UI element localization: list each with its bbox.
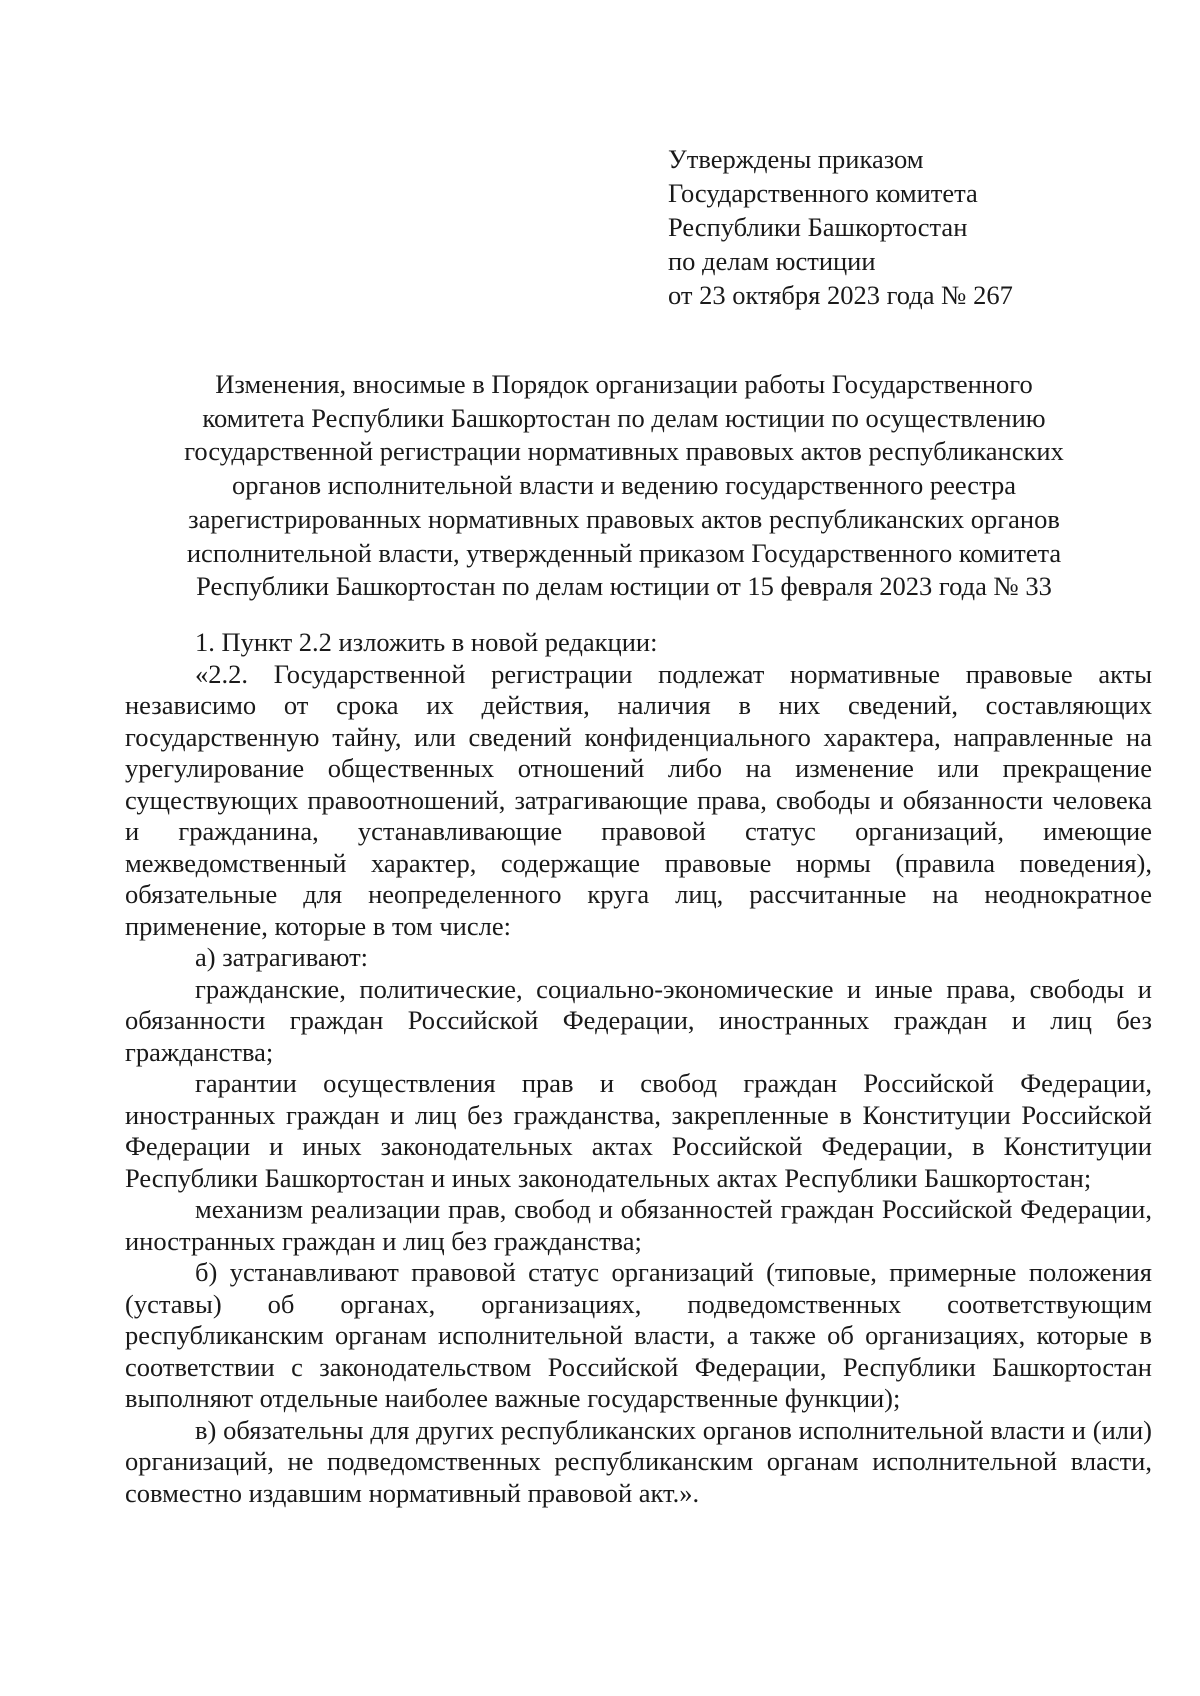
document-title (140, 368, 1108, 604)
title-line: исполнительной власти, утвержденный приказом Государственного комитета (186, 537, 1062, 568)
title-line: Республики Башкортостан по делам юстиции от 15 февраля 2023 года № 33 (196, 571, 1052, 602)
paragraph-clause-2-2: «2.2. Государственной регистрации подлежат нормативные правовые акты независимо от срока их действия, наличия в них сведений, составляющих государственную тайну, или сведений конфиденциального характера, направленные на урегулирование общественных отношений либо на изменение или прекращение существующих правоотношений, затрагивающие права, свободы и обязанности человека и гражданина, устанавливающие правовой статус организаций, имеющие межведомственный характер, содержащие правовые нормы (правила поведения), обязательные для неопределенного круга лиц, рассчитанные на неоднократное применение, которые в том числе: (125, 658, 1152, 941)
title-line: Изменения, вносимые в Порядок организации работы Государственного (215, 369, 1033, 399)
paragraph-subitem-a: а) затрагивают: (195, 942, 369, 972)
approval-line: от 23 октября 2023 года № 267 (668, 280, 1013, 310)
paragraph-subitem-v: в) обязательны для других республиканских органов исполнительной власти и (или) организаций, не подведомственных республиканским органам исполнительной власти, совместно издавшим нормативный правовой акт.». (125, 1414, 1152, 1508)
paragraph-item-1: 1. Пункт 2.2 изложить в новой редакции: (195, 627, 658, 657)
title-line: государственной регистрации нормативных правовых актов республиканских (184, 436, 1064, 467)
approval-line: по делам юстиции (668, 246, 876, 276)
approval-line: Республики Башкортостан (668, 212, 968, 242)
title-line: органов исполнительной власти и ведению государственного реестра (232, 470, 1016, 501)
title-line: зарегистрированных нормативных правовых актов республиканских органов (188, 503, 1060, 534)
approval-stamp-block (668, 142, 1148, 312)
approval-line: Государственного комитета (668, 178, 978, 208)
approval-line: Утверждены приказом (668, 144, 924, 174)
paragraph-guarantees: гарантии осуществления прав и свобод граждан Российской Федерации, иностранных граждан и лиц без гражданства, закрепленные в Конституции Российской Федерации и иных законодательных актах Российской Федерации, в Конституции Республики Башкортостан и иных законодательных актах Республики Башкортостан; (125, 1068, 1152, 1193)
document-body (125, 627, 1152, 1509)
paragraph-rights: гражданские, политические, социально-экономические и иные права, свободы и обязанности граждан Российской Федерации, иностранных граждан и лиц без гражданства; (125, 973, 1152, 1067)
paragraph-mechanism: механизм реализации прав, свобод и обязанностей граждан Российской Федерации, иностранных граждан и лиц без гражданства; (125, 1194, 1152, 1256)
title-line: комитета Республики Башкортостан по делам юстиции по осуществлению (202, 402, 1046, 433)
paragraph-subitem-b: б) устанавливают правовой статус организаций (типовые, примерные положения (уставы) об органах, организациях, подведомственных соответствующим республиканским органам исполнительной власти, а также об организациях, которые в соответствии с законодательством Российской Федерации, Республики Башкортостан выполняют отдельные наиболее важные государственные функции); (125, 1257, 1152, 1413)
